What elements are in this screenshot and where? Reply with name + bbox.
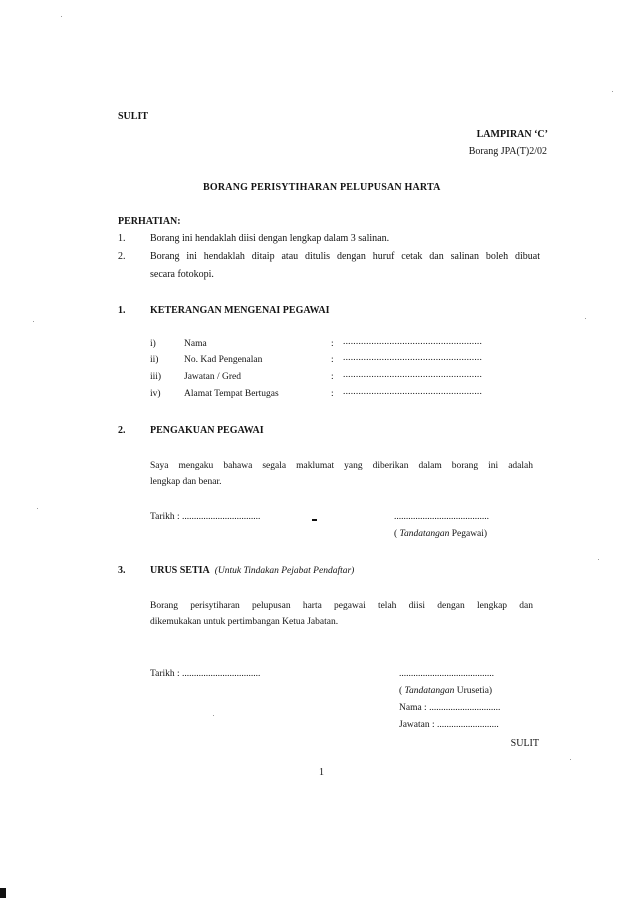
date-field-urusetia[interactable]: Tarikh : ................................. (150, 669, 261, 679)
scan-speck (37, 508, 38, 509)
scan-speck (612, 91, 613, 92)
form-code: Borang JPA(T)2/02 (468, 146, 547, 157)
perhatian-item-text: Borang ini hendaklah ditaip atau ditulis dengan huruf cetak dan salinan boleh dibuat (150, 251, 540, 262)
name-field-urusetia[interactable]: Nama : .............................. (399, 703, 501, 713)
field-colon: : (331, 339, 334, 349)
field-blank-alamat[interactable]: ...................................................... (343, 387, 483, 397)
date-field-pegawai[interactable]: Tarikh : ................................. (150, 512, 261, 522)
section-3-heading: URUS SETIA (150, 565, 210, 576)
field-blank-ic[interactable]: ...................................................... (343, 353, 483, 363)
perhatian-item-number: 1. (118, 233, 126, 244)
section-2-heading: PENGAKUAN PEGAWAI (150, 425, 264, 436)
section-3-heading-line (150, 565, 354, 576)
field-label-ic: No. Kad Pengenalan (184, 355, 263, 365)
appendix-label: LAMPIRAN ‘C’ (476, 129, 548, 140)
field-colon: : (331, 355, 334, 365)
scan-speck (213, 715, 214, 716)
field-number: iv) (150, 389, 161, 399)
scan-speck (585, 318, 586, 319)
classification-bottom: SULIT (510, 738, 539, 749)
perhatian-heading: PERHATIAN: (118, 216, 181, 227)
signature-label-pegawai: ( Tandatangan Pegawai) (394, 529, 488, 539)
perhatian-item-text-cont: secara fotokopi. (150, 269, 214, 280)
declaration-text: Saya mengaku bahawa segala maklumat yang diberikan dalam borang ini adalah (150, 461, 533, 471)
section-3-number: 3. (118, 565, 126, 576)
position-field-urusetia[interactable]: Jawatan : .......................... (399, 720, 499, 730)
perhatian-item-number: 2. (118, 251, 126, 262)
section-1-number: 1. (118, 305, 126, 316)
section-1-heading: KETERANGAN MENGENAI PEGAWAI (150, 305, 330, 316)
stray-mark (312, 519, 317, 521)
signature-line-urusetia[interactable]: ........................................ (399, 669, 494, 679)
secretariat-text-cont: dikemukakan untuk pertimbangan Ketua Jabatan. (150, 617, 339, 627)
scan-speck (598, 559, 599, 560)
section-2-number: 2. (118, 425, 126, 436)
field-label-alamat: Alamat Tempat Bertugas (184, 389, 279, 399)
declaration-text-cont: lengkap dan benar. (150, 477, 222, 487)
perhatian-item-text: Borang ini hendaklah diisi dengan lengkap dalam 3 salinan. (150, 233, 390, 244)
field-blank-nama[interactable]: ...................................................... (343, 337, 483, 347)
field-label-nama: Nama (184, 339, 207, 349)
field-label-jawatan: Jawatan / Gred (184, 372, 241, 382)
scan-edge-mark (0, 888, 6, 898)
signature-line-pegawai[interactable]: ........................................ (394, 512, 489, 522)
page-title: BORANG PERISYTIHARAN PELUPUSAN HARTA (203, 182, 441, 193)
field-number: iii) (150, 372, 162, 382)
page-number: 1 (319, 767, 324, 778)
field-colon: : (331, 389, 334, 399)
signature-label-urusetia: ( Tandatangan Urusetia) (399, 686, 493, 696)
classification-top: SULIT (118, 111, 149, 122)
secretariat-text: Borang perisytiharan pelupusan harta pegawai telah diisi dengan lengkap dan (150, 601, 533, 611)
field-colon: : (331, 372, 334, 382)
field-blank-jawatan[interactable]: ...................................................... (343, 370, 483, 380)
scan-speck (570, 759, 571, 760)
field-number: ii) (150, 355, 159, 365)
field-number: i) (150, 339, 156, 349)
scan-speck (61, 16, 62, 17)
section-3-note: (Untuk Tindakan Pejabat Pendaftar) (214, 566, 355, 576)
scan-speck (33, 321, 34, 322)
